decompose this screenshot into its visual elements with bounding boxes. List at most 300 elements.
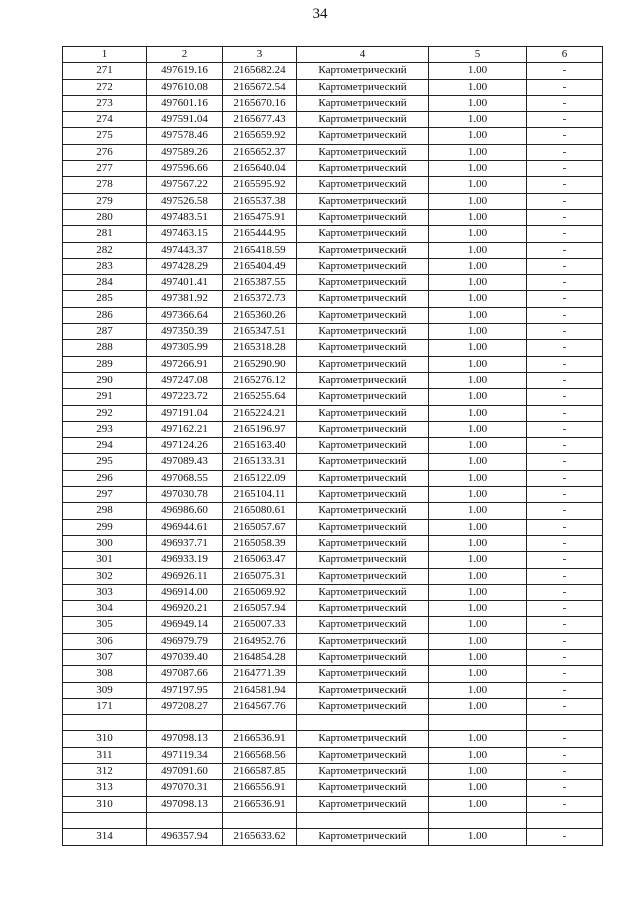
table-row xyxy=(63,63,603,79)
table-cell: 1.00 xyxy=(429,470,527,486)
table-cell: 287 xyxy=(63,324,147,340)
table-row xyxy=(63,209,603,225)
empty-cell xyxy=(147,715,223,731)
empty-cell xyxy=(429,715,527,731)
table-cell: - xyxy=(527,747,603,763)
table-cell: 282 xyxy=(63,242,147,258)
table-cell: 497591.04 xyxy=(147,112,223,128)
table-cell: - xyxy=(527,258,603,274)
table-cell: 296 xyxy=(63,470,147,486)
column-header: 1 xyxy=(63,47,147,63)
table-cell: Картометрический xyxy=(297,764,429,780)
table-cell: 1.00 xyxy=(429,161,527,177)
table-cell: 2164567.76 xyxy=(223,698,297,714)
table-row xyxy=(63,79,603,95)
table-cell: - xyxy=(527,95,603,111)
table-cell: - xyxy=(527,487,603,503)
section-separator-row xyxy=(63,812,603,828)
table-cell: Картометрический xyxy=(297,633,429,649)
table-cell: - xyxy=(527,307,603,323)
table-cell: 2165682.24 xyxy=(223,63,297,79)
table-cell: 497068.55 xyxy=(147,470,223,486)
table-cell: Картометрический xyxy=(297,226,429,242)
table-cell: 497089.43 xyxy=(147,454,223,470)
table-cell: 271 xyxy=(63,63,147,79)
table-row xyxy=(63,112,603,128)
table-cell: 2164952.76 xyxy=(223,633,297,649)
table-cell: 1.00 xyxy=(429,405,527,421)
table-cell: 497208.27 xyxy=(147,698,223,714)
table-row xyxy=(63,421,603,437)
table-cell: 2165475.91 xyxy=(223,209,297,225)
table-row xyxy=(63,666,603,682)
table-row xyxy=(63,258,603,274)
table-cell: 297 xyxy=(63,487,147,503)
table-cell: Картометрический xyxy=(297,79,429,95)
table-cell: - xyxy=(527,405,603,421)
table-cell: Картометрический xyxy=(297,112,429,128)
table-cell: - xyxy=(527,568,603,584)
empty-cell xyxy=(63,812,147,828)
table-cell: 497305.99 xyxy=(147,340,223,356)
empty-cell xyxy=(223,715,297,731)
table-cell: 1.00 xyxy=(429,226,527,242)
table-body xyxy=(63,63,603,845)
table-cell: 1.00 xyxy=(429,291,527,307)
table-row xyxy=(63,470,603,486)
table-cell: 303 xyxy=(63,584,147,600)
table-cell: 496949.14 xyxy=(147,617,223,633)
table-cell: - xyxy=(527,193,603,209)
table-cell: 290 xyxy=(63,372,147,388)
table-row xyxy=(63,796,603,812)
table-cell: 2165224.21 xyxy=(223,405,297,421)
table-cell: Картометрический xyxy=(297,470,429,486)
table-row xyxy=(63,389,603,405)
table-cell: Картометрический xyxy=(297,780,429,796)
column-header: 3 xyxy=(223,47,297,63)
empty-cell xyxy=(223,812,297,828)
table-cell: 497098.13 xyxy=(147,796,223,812)
table-cell: - xyxy=(527,177,603,193)
table-cell: 2165418.59 xyxy=(223,242,297,258)
empty-cell xyxy=(297,812,429,828)
table-cell: 310 xyxy=(63,731,147,747)
table-cell: 497247.08 xyxy=(147,372,223,388)
table-row xyxy=(63,356,603,372)
table-row xyxy=(63,764,603,780)
table-cell: 1.00 xyxy=(429,666,527,682)
table-cell: 1.00 xyxy=(429,454,527,470)
table-cell: 1.00 xyxy=(429,796,527,812)
table-cell: 497428.29 xyxy=(147,258,223,274)
table-cell: 275 xyxy=(63,128,147,144)
table-cell: 272 xyxy=(63,79,147,95)
table-row xyxy=(63,144,603,160)
table-cell: 497223.72 xyxy=(147,389,223,405)
column-header: 5 xyxy=(429,47,527,63)
table-cell: Картометрический xyxy=(297,698,429,714)
table-cell: 2166587.85 xyxy=(223,764,297,780)
table-cell: 309 xyxy=(63,682,147,698)
table-cell: - xyxy=(527,617,603,633)
table-row xyxy=(63,601,603,617)
table-cell: 2165633.62 xyxy=(223,829,297,845)
table-cell: 1.00 xyxy=(429,356,527,372)
table-cell: 1.00 xyxy=(429,307,527,323)
table-cell: 1.00 xyxy=(429,112,527,128)
table-row xyxy=(63,649,603,665)
table-cell: Картометрический xyxy=(297,731,429,747)
table-cell: - xyxy=(527,438,603,454)
table-cell: 496920.21 xyxy=(147,601,223,617)
table-cell: - xyxy=(527,601,603,617)
table-row xyxy=(63,503,603,519)
table-row xyxy=(63,633,603,649)
table-cell: 302 xyxy=(63,568,147,584)
table-cell: 2165196.97 xyxy=(223,421,297,437)
table-cell: Картометрический xyxy=(297,487,429,503)
table-cell: 283 xyxy=(63,258,147,274)
table-cell: - xyxy=(527,633,603,649)
table-cell: 284 xyxy=(63,275,147,291)
table-row xyxy=(63,128,603,144)
table-cell: 306 xyxy=(63,633,147,649)
table-cell: 1.00 xyxy=(429,780,527,796)
table-cell: 1.00 xyxy=(429,324,527,340)
table-row xyxy=(63,340,603,356)
table-cell: 497366.64 xyxy=(147,307,223,323)
table-cell: 299 xyxy=(63,519,147,535)
column-header: 6 xyxy=(527,47,603,63)
table-cell: 497070.31 xyxy=(147,780,223,796)
table-cell: 2165163.40 xyxy=(223,438,297,454)
table-cell: 2164581.94 xyxy=(223,682,297,698)
coordinates-table xyxy=(62,46,603,846)
table-cell: 2165672.54 xyxy=(223,79,297,95)
table-cell: Картометрический xyxy=(297,405,429,421)
table-cell: 2165063.47 xyxy=(223,552,297,568)
table-cell: - xyxy=(527,291,603,307)
table-cell: - xyxy=(527,356,603,372)
table-cell: 497401.41 xyxy=(147,275,223,291)
table-cell: 1.00 xyxy=(429,258,527,274)
table-cell: - xyxy=(527,454,603,470)
table-cell: - xyxy=(527,226,603,242)
table-cell: Картометрический xyxy=(297,275,429,291)
table-cell: 2165652.37 xyxy=(223,144,297,160)
table-cell: - xyxy=(527,275,603,291)
table-cell: 1.00 xyxy=(429,617,527,633)
table-header-row xyxy=(63,47,603,63)
table-cell: 497350.39 xyxy=(147,324,223,340)
table-cell: 1.00 xyxy=(429,682,527,698)
column-header: 4 xyxy=(297,47,429,63)
table-row xyxy=(63,535,603,551)
table-cell: 2166536.91 xyxy=(223,731,297,747)
table-cell: 497619.16 xyxy=(147,63,223,79)
table-cell: Картометрический xyxy=(297,584,429,600)
table-cell: Картометрический xyxy=(297,372,429,388)
table-cell: 497610.08 xyxy=(147,79,223,95)
empty-cell xyxy=(429,812,527,828)
table-row xyxy=(63,95,603,111)
table-row xyxy=(63,438,603,454)
table-cell: Картометрический xyxy=(297,617,429,633)
table-cell: 1.00 xyxy=(429,535,527,551)
table-cell: 497266.91 xyxy=(147,356,223,372)
table-row xyxy=(63,454,603,470)
table-cell: 171 xyxy=(63,698,147,714)
table-row xyxy=(63,275,603,291)
table-cell: Картометрический xyxy=(297,601,429,617)
table-cell: 311 xyxy=(63,747,147,763)
table-cell: - xyxy=(527,666,603,682)
table-cell: 496937.71 xyxy=(147,535,223,551)
table-cell: 2165677.43 xyxy=(223,112,297,128)
table-cell: 308 xyxy=(63,666,147,682)
table-cell: 2165404.49 xyxy=(223,258,297,274)
table-cell: 1.00 xyxy=(429,177,527,193)
table-cell: 1.00 xyxy=(429,633,527,649)
table-cell: - xyxy=(527,324,603,340)
empty-cell xyxy=(297,715,429,731)
table-cell: 300 xyxy=(63,535,147,551)
table-cell: 497197.95 xyxy=(147,682,223,698)
table-cell: 497578.46 xyxy=(147,128,223,144)
table-cell: 1.00 xyxy=(429,487,527,503)
table-cell: 307 xyxy=(63,649,147,665)
table-cell: 496979.79 xyxy=(147,633,223,649)
table-cell: 288 xyxy=(63,340,147,356)
empty-cell xyxy=(147,812,223,828)
table-cell: 289 xyxy=(63,356,147,372)
table-cell: - xyxy=(527,503,603,519)
table-cell: 1.00 xyxy=(429,421,527,437)
table-cell: Картометрический xyxy=(297,258,429,274)
table-cell: - xyxy=(527,535,603,551)
table-cell: - xyxy=(527,242,603,258)
table-cell: 2165537.38 xyxy=(223,193,297,209)
table-row xyxy=(63,568,603,584)
table-cell: - xyxy=(527,584,603,600)
table-row xyxy=(63,747,603,763)
table-cell: Картометрический xyxy=(297,552,429,568)
table-cell: Картометрический xyxy=(297,649,429,665)
table-cell: - xyxy=(527,421,603,437)
table-cell: - xyxy=(527,340,603,356)
table-cell: 497443.37 xyxy=(147,242,223,258)
table-cell: 295 xyxy=(63,454,147,470)
empty-cell xyxy=(63,715,147,731)
table-cell: - xyxy=(527,796,603,812)
table-row xyxy=(63,177,603,193)
table-row xyxy=(63,324,603,340)
table-cell: 497162.21 xyxy=(147,421,223,437)
table-cell: Картометрический xyxy=(297,209,429,225)
table-cell: 301 xyxy=(63,552,147,568)
table-cell: 497087.66 xyxy=(147,666,223,682)
table-cell: 1.00 xyxy=(429,209,527,225)
table-cell: 1.00 xyxy=(429,438,527,454)
table-cell: 1.00 xyxy=(429,242,527,258)
table-cell: Картометрический xyxy=(297,568,429,584)
table-cell: Картометрический xyxy=(297,747,429,763)
table-cell: 1.00 xyxy=(429,79,527,95)
table-cell: Картометрический xyxy=(297,389,429,405)
table-cell: - xyxy=(527,470,603,486)
table-cell: 277 xyxy=(63,161,147,177)
table-cell: 285 xyxy=(63,291,147,307)
table-cell: Картометрический xyxy=(297,421,429,437)
table-cell: 291 xyxy=(63,389,147,405)
table-cell: Картометрический xyxy=(297,95,429,111)
table-cell: 2165387.55 xyxy=(223,275,297,291)
table-cell: 1.00 xyxy=(429,63,527,79)
table-cell: Картометрический xyxy=(297,356,429,372)
table-cell: - xyxy=(527,731,603,747)
table-cell: 2165104.11 xyxy=(223,487,297,503)
table-cell: 2165318.28 xyxy=(223,340,297,356)
table-cell: - xyxy=(527,161,603,177)
table-cell: 2165255.64 xyxy=(223,389,297,405)
table-cell: Картометрический xyxy=(297,128,429,144)
table-cell: 497030.78 xyxy=(147,487,223,503)
table-cell: 496933.19 xyxy=(147,552,223,568)
table-cell: 496357.94 xyxy=(147,829,223,845)
table-cell: - xyxy=(527,698,603,714)
table-row xyxy=(63,552,603,568)
table-cell: 497567.22 xyxy=(147,177,223,193)
table-cell: 497526.58 xyxy=(147,193,223,209)
table-cell: Картометрический xyxy=(297,454,429,470)
table-cell: - xyxy=(527,649,603,665)
table-cell: 2166556.91 xyxy=(223,780,297,796)
table-cell: 2165057.94 xyxy=(223,601,297,617)
table-row xyxy=(63,487,603,503)
table-row xyxy=(63,193,603,209)
table-cell: 293 xyxy=(63,421,147,437)
table-cell: 314 xyxy=(63,829,147,845)
table-cell: - xyxy=(527,519,603,535)
table-row xyxy=(63,584,603,600)
table-cell: Картометрический xyxy=(297,63,429,79)
table-cell: 1.00 xyxy=(429,747,527,763)
table-cell: 1.00 xyxy=(429,731,527,747)
table-cell: 2165347.51 xyxy=(223,324,297,340)
table-cell: 1.00 xyxy=(429,144,527,160)
table-cell: 2165372.73 xyxy=(223,291,297,307)
table-row xyxy=(63,731,603,747)
empty-cell xyxy=(527,812,603,828)
table-cell: 2165069.92 xyxy=(223,584,297,600)
table-cell: 305 xyxy=(63,617,147,633)
table-cell: 1.00 xyxy=(429,764,527,780)
table-cell: 497191.04 xyxy=(147,405,223,421)
table-cell: 496986.60 xyxy=(147,503,223,519)
table-cell: 2165133.31 xyxy=(223,454,297,470)
table-cell: 276 xyxy=(63,144,147,160)
table-row xyxy=(63,698,603,714)
table-row xyxy=(63,519,603,535)
table-cell: 274 xyxy=(63,112,147,128)
table-cell: 2164771.39 xyxy=(223,666,297,682)
table-cell: 281 xyxy=(63,226,147,242)
table-cell: 313 xyxy=(63,780,147,796)
table-cell: 1.00 xyxy=(429,389,527,405)
table-cell: 1.00 xyxy=(429,584,527,600)
table-cell: 2165659.92 xyxy=(223,128,297,144)
table-cell: 2166568.56 xyxy=(223,747,297,763)
table-cell: 2165670.16 xyxy=(223,95,297,111)
table-cell: 2165640.04 xyxy=(223,161,297,177)
table-cell: Картометрический xyxy=(297,307,429,323)
table-cell: 286 xyxy=(63,307,147,323)
table-cell: 278 xyxy=(63,177,147,193)
table-cell: 497483.51 xyxy=(147,209,223,225)
table-cell: 298 xyxy=(63,503,147,519)
table-cell: 497091.60 xyxy=(147,764,223,780)
table-cell: 497589.26 xyxy=(147,144,223,160)
table-cell: 1.00 xyxy=(429,519,527,535)
table-row xyxy=(63,405,603,421)
table-cell: 2165444.95 xyxy=(223,226,297,242)
table-cell: 496914.00 xyxy=(147,584,223,600)
table-cell: - xyxy=(527,682,603,698)
table-cell: Картометрический xyxy=(297,161,429,177)
column-header: 2 xyxy=(147,47,223,63)
table-cell: Картометрический xyxy=(297,682,429,698)
table-cell: 310 xyxy=(63,796,147,812)
table-cell: 2165276.12 xyxy=(223,372,297,388)
table-cell: 1.00 xyxy=(429,552,527,568)
table-row xyxy=(63,226,603,242)
table-cell: Картометрический xyxy=(297,519,429,535)
table-cell: 312 xyxy=(63,764,147,780)
table-cell: 273 xyxy=(63,95,147,111)
table-cell: - xyxy=(527,128,603,144)
table-cell: 294 xyxy=(63,438,147,454)
table-cell: - xyxy=(527,112,603,128)
table-cell: 2165080.61 xyxy=(223,503,297,519)
table-row xyxy=(63,307,603,323)
table-cell: Картометрический xyxy=(297,503,429,519)
table-cell: - xyxy=(527,389,603,405)
table-row xyxy=(63,829,603,845)
table-cell: - xyxy=(527,372,603,388)
table-cell: 1.00 xyxy=(429,829,527,845)
table-cell: 497039.40 xyxy=(147,649,223,665)
table-cell: Картометрический xyxy=(297,177,429,193)
table-cell: 497381.92 xyxy=(147,291,223,307)
table-cell: 1.00 xyxy=(429,372,527,388)
table-cell: Картометрический xyxy=(297,193,429,209)
table-cell: 2164854.28 xyxy=(223,649,297,665)
table-cell: Картометрический xyxy=(297,291,429,307)
table-cell: - xyxy=(527,144,603,160)
table-cell: 496926.11 xyxy=(147,568,223,584)
table-cell: 2165290.90 xyxy=(223,356,297,372)
table-cell: 1.00 xyxy=(429,649,527,665)
table-row xyxy=(63,161,603,177)
table-cell: 497098.13 xyxy=(147,731,223,747)
table-cell: 497124.26 xyxy=(147,438,223,454)
table-cell: 292 xyxy=(63,405,147,421)
table-cell: Картометрический xyxy=(297,438,429,454)
table-cell: 1.00 xyxy=(429,340,527,356)
table-cell: Картометрический xyxy=(297,242,429,258)
table-cell: 2166536.91 xyxy=(223,796,297,812)
